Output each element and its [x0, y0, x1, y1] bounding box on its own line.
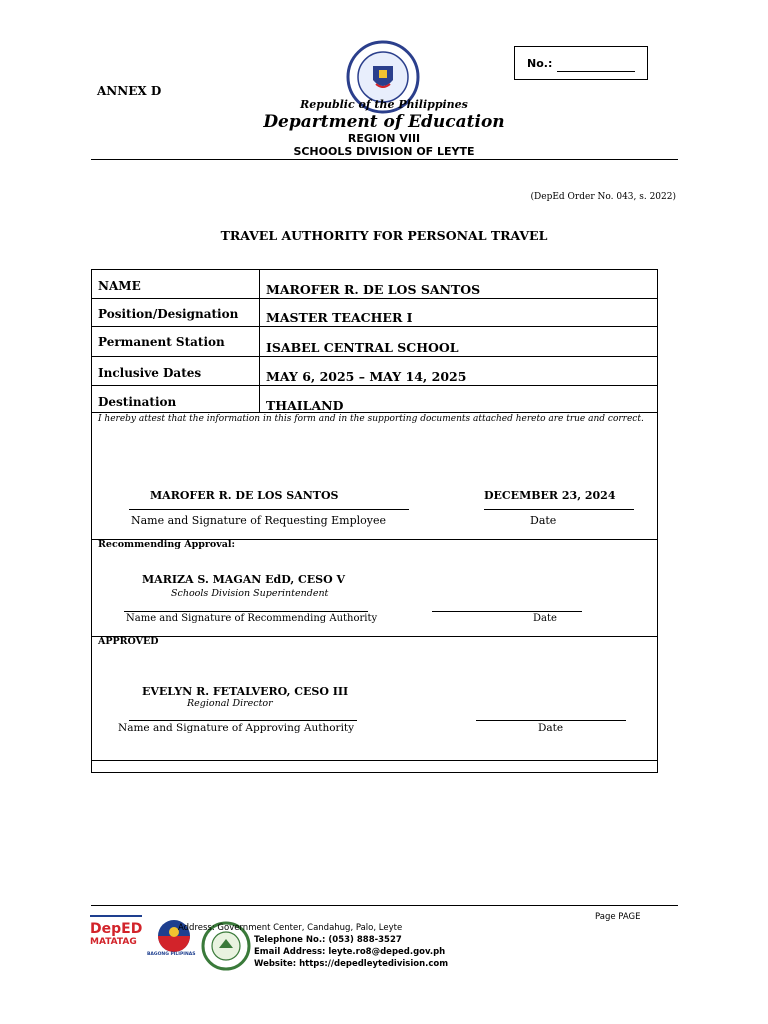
form-number-box — [514, 46, 648, 80]
form-title: TRAVEL AUTHORITY FOR PERSONAL TRAVEL — [220, 228, 548, 243]
matatag-wordmark: MATATAG — [90, 937, 137, 947]
recommending-date-line[interactable] — [432, 611, 582, 612]
footer-divider — [91, 905, 678, 906]
approving-signature-line[interactable] — [129, 720, 357, 721]
recommending-date-caption: Date — [533, 613, 557, 624]
approving-date-line[interactable] — [476, 720, 626, 721]
recommending-name-caption: Name and Signature of Recommending Authority — [126, 613, 378, 624]
field-row-destination — [92, 385, 657, 413]
bagong-pilipinas-wordmark: BAGONG PILIPINAS — [147, 952, 196, 957]
footer-telephone: Telephone No.: (053) 888-3527 — [254, 935, 402, 945]
footer-email[interactable]: Email Address: leyte.ro8@deped.gov.ph — [254, 947, 446, 957]
footer-website[interactable]: Website: https://depedleytedivision.com — [254, 959, 449, 969]
annex-label: ANNEX D — [97, 84, 162, 98]
deped-wordmark: DepED — [90, 921, 143, 937]
field-label: Inclusive Dates — [98, 366, 202, 380]
header-divider — [91, 159, 678, 160]
field-label: Position/Designation — [98, 307, 239, 321]
page-number: Page PAGE — [595, 912, 641, 922]
travel-info-table — [91, 269, 658, 773]
field-label: Permanent Station — [98, 335, 225, 349]
approving-date-caption: Date — [538, 722, 564, 734]
field-label: NAME — [98, 279, 141, 293]
field-value[interactable]: MASTER TEACHER I — [266, 310, 413, 325]
requesting-signature-line[interactable] — [129, 509, 409, 510]
order-reference: (DepEd Order No. 043, s. 2022) — [530, 192, 676, 202]
requesting-date-line[interactable] — [484, 509, 634, 510]
republic-heading: Republic of the Philippines — [300, 98, 468, 111]
footer-contact — [178, 922, 449, 970]
form-number-label: No.: — [527, 57, 553, 70]
division-heading: SCHOOLS DIVISION OF LEYTE — [293, 145, 475, 158]
approving-title: Regional Director — [187, 698, 273, 709]
requesting-date: DECEMBER 23, 2024 — [484, 489, 616, 502]
field-label: Destination — [98, 395, 177, 409]
recommending-title: Schools Division Superintendent — [171, 588, 329, 599]
requesting-employee-name: MAROFER R. DE LOS SANTOS — [150, 489, 339, 502]
approving-name: EVELYN R. FETALVERO, CESO III — [142, 685, 349, 698]
field-value[interactable]: MAY 6, 2025 – MAY 14, 2025 — [266, 369, 467, 384]
approving-name-caption: Name and Signature of Approving Authority — [118, 722, 355, 734]
region-heading: REGION VIII — [347, 132, 421, 145]
attestation-text: I hereby attest that the information in this form and in the supporting documents attached hereto are true and correct. — [98, 414, 644, 424]
field-row-station — [92, 327, 657, 357]
field-row-position — [92, 298, 657, 327]
section-divider — [92, 760, 657, 761]
form-number-field[interactable] — [557, 71, 635, 72]
field-row-dates — [92, 356, 657, 386]
recommending-name: MARIZA S. MAGAN EdD, CESO V — [142, 573, 346, 586]
section-divider — [92, 636, 657, 637]
recommending-signature-line[interactable] — [124, 611, 368, 612]
requesting-name-caption: Name and Signature of Requesting Employee — [131, 514, 387, 527]
deped-matatag-logo — [90, 915, 142, 959]
field-value[interactable]: MAROFER R. DE LOS SANTOS — [266, 282, 481, 297]
field-value[interactable]: THAILAND — [266, 398, 344, 413]
recommending-label: Recommending Approval: — [98, 539, 236, 550]
field-row-name — [92, 270, 657, 299]
approved-label: APPROVED — [98, 636, 159, 647]
department-heading: Department of Education — [263, 112, 505, 132]
footer-address: Address: Government Center, Candahug, Palo, Leyte — [178, 923, 403, 933]
field-value[interactable]: ISABEL CENTRAL SCHOOL — [266, 340, 459, 355]
requesting-date-caption: Date — [530, 514, 557, 527]
